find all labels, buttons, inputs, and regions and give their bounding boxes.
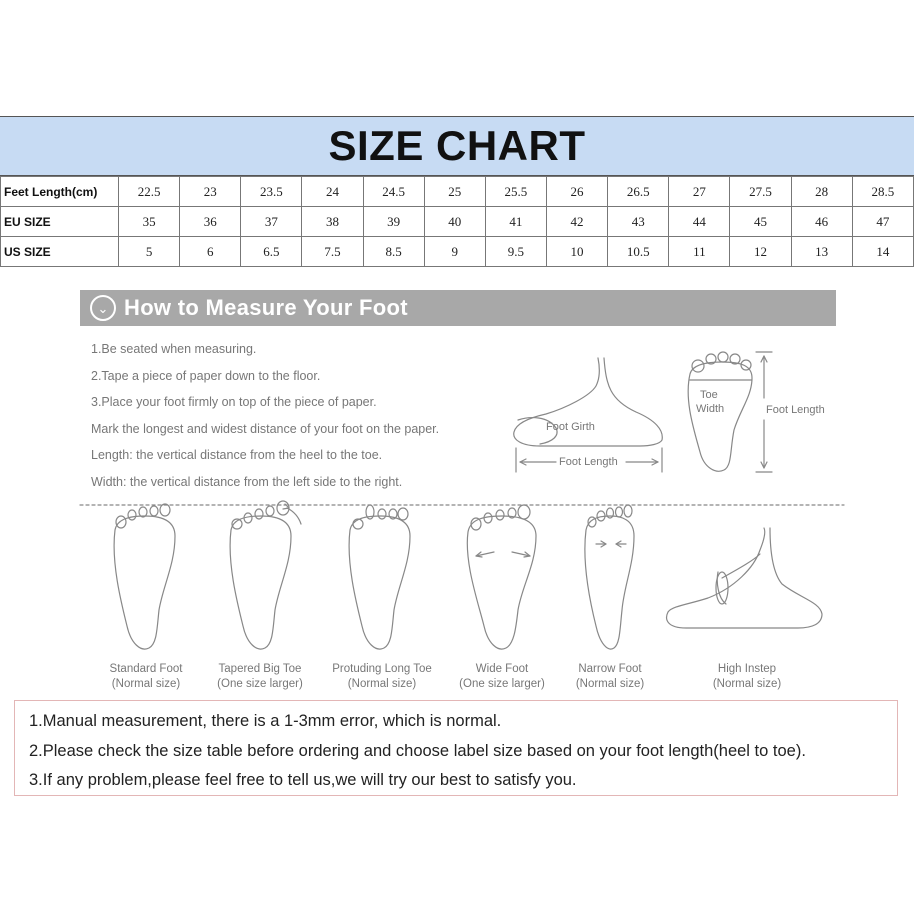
size-cell: 25.5 (485, 177, 546, 207)
note-line: 3.If any problem,please feel free to tell us,we will try our best to satisfy you. (29, 771, 577, 789)
foot-type-protruding: Protuding Long Toe (Normal size) (332, 663, 432, 690)
size-cell: 25 (424, 177, 485, 207)
size-cell: 6.5 (241, 237, 302, 267)
size-cell: 26.5 (608, 177, 669, 207)
foot-type-high-instep: High Instep (Normal size) (712, 663, 782, 690)
size-cell: 9 (424, 237, 485, 267)
size-chart-title: SIZE CHART (328, 122, 586, 169)
wide-foot-icon (467, 505, 536, 649)
size-row-header: Feet Length(cm) (1, 177, 119, 207)
high-instep-foot-icon (667, 528, 822, 628)
size-cell: 43 (608, 207, 669, 237)
size-row-header: US SIZE (1, 237, 119, 267)
size-cell: 12 (730, 237, 791, 267)
size-cell: 41 (485, 207, 546, 237)
size-cell: 35 (119, 207, 180, 237)
note-line: 1.Manual measurement, there is a 1-3mm error, which is normal. (29, 712, 502, 730)
narrow-foot-icon (585, 505, 634, 649)
size-cell: 45 (730, 207, 791, 237)
size-cell: 11 (669, 237, 730, 267)
size-cell: 42 (546, 207, 607, 237)
size-cell: 37 (241, 207, 302, 237)
size-row (1, 177, 914, 207)
size-cell: 26 (546, 177, 607, 207)
width-label: Width (696, 403, 725, 415)
size-cell: 39 (363, 207, 424, 237)
size-cell: 24.5 (363, 177, 424, 207)
foot-type-standard: Standard Foot (Normal size) (109, 663, 183, 690)
measure-section-title: How to Measure Your Foot (124, 295, 408, 320)
measure-step: 2.Tape a piece of paper down to the floor. (91, 368, 321, 383)
size-chart-title-bar (0, 116, 914, 176)
size-cell: 40 (424, 207, 485, 237)
measure-step: Width: the vertical distance from the left side to the right. (91, 474, 403, 489)
measure-step: 3.Place your foot firmly on top of the piece of paper. (91, 395, 377, 410)
foot-girth-label: Foot Girth (546, 421, 595, 433)
size-cell: 27 (669, 177, 730, 207)
foot-type-labels (0, 662, 914, 696)
foot-length-top-label: Foot Length (766, 404, 825, 416)
size-cell: 36 (180, 207, 241, 237)
size-chart (0, 116, 914, 267)
foot-type-tapered: Tapered Big Toe (One size larger) (217, 663, 303, 690)
size-cell: 14 (852, 237, 913, 267)
size-cell: 28 (791, 177, 852, 207)
protruding-long-toe-icon (349, 505, 410, 649)
chevron-down-circle-icon: ⌄ (90, 295, 116, 321)
size-cell: 7.5 (302, 237, 363, 267)
size-cell: 5 (119, 237, 180, 267)
size-cell: 47 (852, 207, 913, 237)
note-line: 2.Please check the size table before ordering and choose label size based on your foot length(heel to toe). (29, 741, 806, 760)
measure-steps (91, 336, 511, 496)
size-cell: 22.5 (119, 177, 180, 207)
notes-box (14, 700, 898, 796)
size-cell: 38 (302, 207, 363, 237)
size-row (1, 237, 914, 267)
toe-label: Toe (700, 389, 718, 401)
size-cell: 9.5 (485, 237, 546, 267)
side-foot-icon (514, 358, 663, 446)
size-cell: 28.5 (852, 177, 913, 207)
foot-type-wide: Wide Foot (One size larger) (459, 663, 545, 690)
size-cell: 24 (302, 177, 363, 207)
size-cell: 23.5 (241, 177, 302, 207)
size-cell: 44 (669, 207, 730, 237)
measure-step: 1.Be seated when measuring. (91, 342, 257, 356)
size-cell: 23 (180, 177, 241, 207)
standard-foot-icon (114, 504, 175, 649)
size-row (1, 207, 914, 237)
measure-section-header (80, 290, 836, 326)
size-row-header: EU SIZE (1, 207, 119, 237)
top-view-foot-icon (688, 352, 752, 471)
size-cell: 27.5 (730, 177, 791, 207)
foot-length-side-label: Foot Length (559, 456, 618, 468)
foot-type-narrow: Narrow Foot (Normal size) (575, 663, 645, 690)
size-cell: 46 (791, 207, 852, 237)
size-cell: 10.5 (608, 237, 669, 267)
measure-step: Mark the longest and widest distance of your foot on the paper. (91, 421, 440, 436)
size-table (0, 176, 914, 267)
size-cell: 13 (791, 237, 852, 267)
tapered-big-toe-icon (230, 501, 301, 649)
measure-step: Length: the vertical distance from the heel to the toe. (91, 448, 383, 463)
size-cell: 10 (546, 237, 607, 267)
size-cell: 8.5 (363, 237, 424, 267)
size-cell: 6 (180, 237, 241, 267)
